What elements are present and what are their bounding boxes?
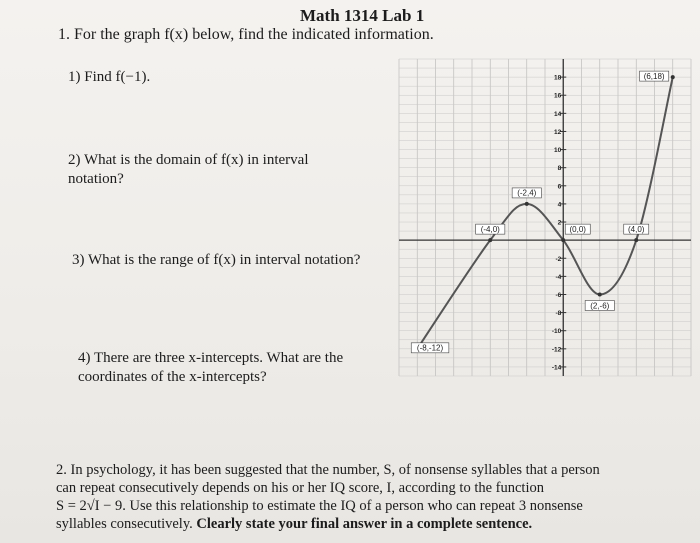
point-label: (2,-6) <box>590 301 610 311</box>
point-marker <box>598 292 602 296</box>
point-label: (-4,0) <box>480 224 500 234</box>
y-tick-label: 8 <box>557 165 562 173</box>
question-2 <box>56 461 676 533</box>
point-marker <box>525 202 529 206</box>
function-graph <box>395 55 695 380</box>
y-tick-label: 12 <box>554 128 562 136</box>
point-label: (6,18) <box>643 71 665 81</box>
y-tick-label: 16 <box>554 92 562 100</box>
question-2-instruction: Clearly state your final answer in a complete sentence. <box>196 516 533 532</box>
point-label: (0,0) <box>569 224 586 234</box>
point-marker <box>671 75 675 79</box>
point-marker <box>561 238 565 242</box>
y-tick-label: 6 <box>557 183 562 191</box>
y-tick-label: -10 <box>551 328 562 336</box>
y-tick-label: 2 <box>557 219 562 227</box>
question-2-line-4-text: syllables consecutively. <box>56 516 197 532</box>
question-2-line-2: can repeat consecutively depends on his or her IQ score, I, according to the function <box>56 480 544 496</box>
point-marker <box>488 238 492 242</box>
y-tick-label: 18 <box>554 74 562 82</box>
question-2-line-3 <box>56 497 676 515</box>
point-label: (-8,-12) <box>416 343 444 353</box>
y-tick-label: 14 <box>554 110 562 118</box>
subquestion-2: 2) What is the domain of f(x) in interval notation? <box>68 152 309 187</box>
y-tick-label: -14 <box>551 364 562 372</box>
question-2-formula: S = 2√I − 9. <box>56 498 126 514</box>
question-2-line-3-rest: Use this relationship to estimate the IQ of a person who can repeat 3 nonsense <box>125 498 583 514</box>
subquestion-4: 4) There are three x-intercepts. What are the coordinates of the x-intercepts? <box>78 350 344 385</box>
y-tick-label: -6 <box>555 291 562 299</box>
y-tick-label: 4 <box>557 201 562 209</box>
question-1-prompt: 1. For the graph f(x) below, find the indicated information. <box>58 26 434 43</box>
y-tick-label: -12 <box>551 346 562 354</box>
y-axis-ticks <box>552 75 566 372</box>
question-2-line-4 <box>56 515 676 533</box>
subquestion-1: 1) Find f(−1). <box>68 69 151 85</box>
question-2-line-1: 2. In psychology, it has been suggested that the number, S, of nonsense syllables that a person <box>56 462 600 478</box>
y-tick-label: 10 <box>554 147 562 155</box>
point-label: (4,0) <box>628 224 645 234</box>
y-tick-label: -2 <box>555 255 562 263</box>
y-tick-label: -8 <box>555 310 562 318</box>
y-tick-label: -4 <box>555 273 562 281</box>
page-title: Math 1314 Lab 1 <box>300 6 425 25</box>
subquestion-3: 3) What is the range of f(x) in interval notation? <box>72 252 361 268</box>
point-marker <box>634 238 638 242</box>
point-label: (-2,4) <box>517 188 537 198</box>
